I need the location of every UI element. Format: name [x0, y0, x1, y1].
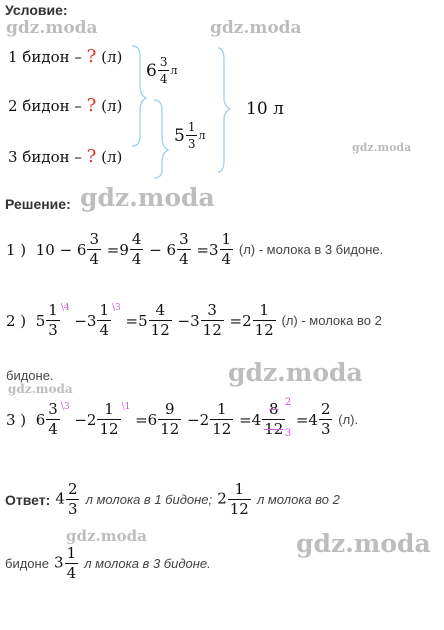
question-mark: ? — [86, 46, 97, 67]
unit: (л) — [101, 148, 123, 166]
unit: (л) — [101, 97, 123, 115]
total: 10 л — [246, 99, 284, 119]
step-3: 3 ) 6 $\frac{3}{4}$ \3 −2 $\frac{1}{12}$ \1 =6 $\frac{9}{12}$ −2 $\frac{1}{12}$ =4 8 12 2 3 =4 $\frac{2}{3}$ (л). — [6, 397, 359, 439]
watermark: gdz.moda — [6, 18, 98, 38]
question-mark: ? — [86, 95, 97, 116]
question-mark: ? — [86, 146, 97, 167]
answer-text-2: л молока во 2 — [256, 492, 340, 507]
watermark: gdz.moda — [228, 358, 363, 387]
denominator: 3 — [187, 137, 196, 151]
answer-line-1: Ответ: 4 $\frac{2}{3}$ л молока в 1 бидоне; 2 $\frac{1}{12}$ л молока во 2 — [5, 480, 340, 518]
step-3-text: (л). — [338, 412, 359, 427]
whole: 5 — [174, 125, 185, 146]
watermark: gdz.moda — [352, 141, 412, 154]
watermark: gdz.moda — [80, 183, 215, 212]
grouping-braces — [120, 40, 240, 180]
condition-row-2 — [8, 95, 122, 116]
watermark: gdz.moda — [66, 527, 147, 545]
step-1: 1 ) 10 − 6 $\frac{3}{4}$ =9 $\frac{4}{4}$ − 6 $\frac{3}{4}$ =3 $\frac{1}{4}$ (л) - молока в 3 бидоне. — [6, 230, 384, 268]
whole: 6 — [146, 60, 157, 81]
multiplier: \1 — [121, 402, 131, 412]
cancel-top: 2 — [284, 397, 292, 408]
dash: – — [74, 97, 82, 115]
step-number: 1 ) — [6, 240, 27, 259]
multiplier: \3 — [60, 402, 70, 412]
condition-row-3 — [8, 146, 122, 167]
sum-1-2 — [146, 56, 177, 85]
multiplier: \3 — [112, 303, 121, 313]
item-label: 1 бидон — [8, 48, 70, 66]
numerator: 3 — [159, 55, 168, 69]
step-2-text-cont: бидоне. — [6, 368, 54, 383]
cancel-bottom: 3 — [284, 428, 292, 439]
multiplier: \4 — [60, 303, 70, 313]
step-number: 3 ) — [6, 410, 27, 429]
dash: – — [74, 48, 82, 66]
item-label: 3 бидон — [8, 148, 70, 166]
brace-total — [218, 48, 230, 172]
answer-text-4: л молока в 3 бидоне. — [84, 556, 211, 571]
brace-1-2 — [132, 46, 146, 146]
answer-text-1: л молока в 1 бидоне; — [85, 492, 213, 507]
unit: л — [198, 129, 206, 142]
item-label: 2 бидон — [8, 97, 70, 115]
answer-line-2: бидоне 3 $\frac{1}{4}$ л молока в 3 бидоне. — [5, 544, 211, 582]
watermark: gdz.moda — [296, 529, 431, 558]
condition-label: Условие: — [5, 2, 68, 18]
sum-2-3 — [174, 121, 205, 150]
watermark: gdz.moda — [210, 18, 302, 38]
condition-row-1 — [8, 46, 122, 67]
answer-text-3: бидоне — [5, 556, 49, 571]
denominator: 4 — [159, 72, 168, 86]
step-number: 2 ) — [6, 311, 27, 330]
step-2: 2 ) 5 $\frac{1}{3}$ \4 −3 $\frac{1}{4}$ \3 =5 $\frac{4}{12}$ −3 $\frac{3}{12}$ =2 $\frac{1}{12}$ (л) - молока во 2 — [6, 301, 382, 339]
step-1-text: (л) - молока в 3 бидоне. — [238, 242, 384, 257]
solution-label: Решение: — [5, 196, 71, 212]
unit: л — [170, 64, 178, 77]
numerator: 1 — [187, 120, 196, 134]
answer-label: Ответ: — [5, 491, 51, 508]
dash: – — [74, 148, 82, 166]
watermark: gdz.moda — [8, 382, 73, 396]
unit: (л) — [101, 48, 123, 66]
step-2-text: (л) - молока во 2 — [281, 313, 382, 328]
brace-2-3 — [154, 100, 168, 178]
